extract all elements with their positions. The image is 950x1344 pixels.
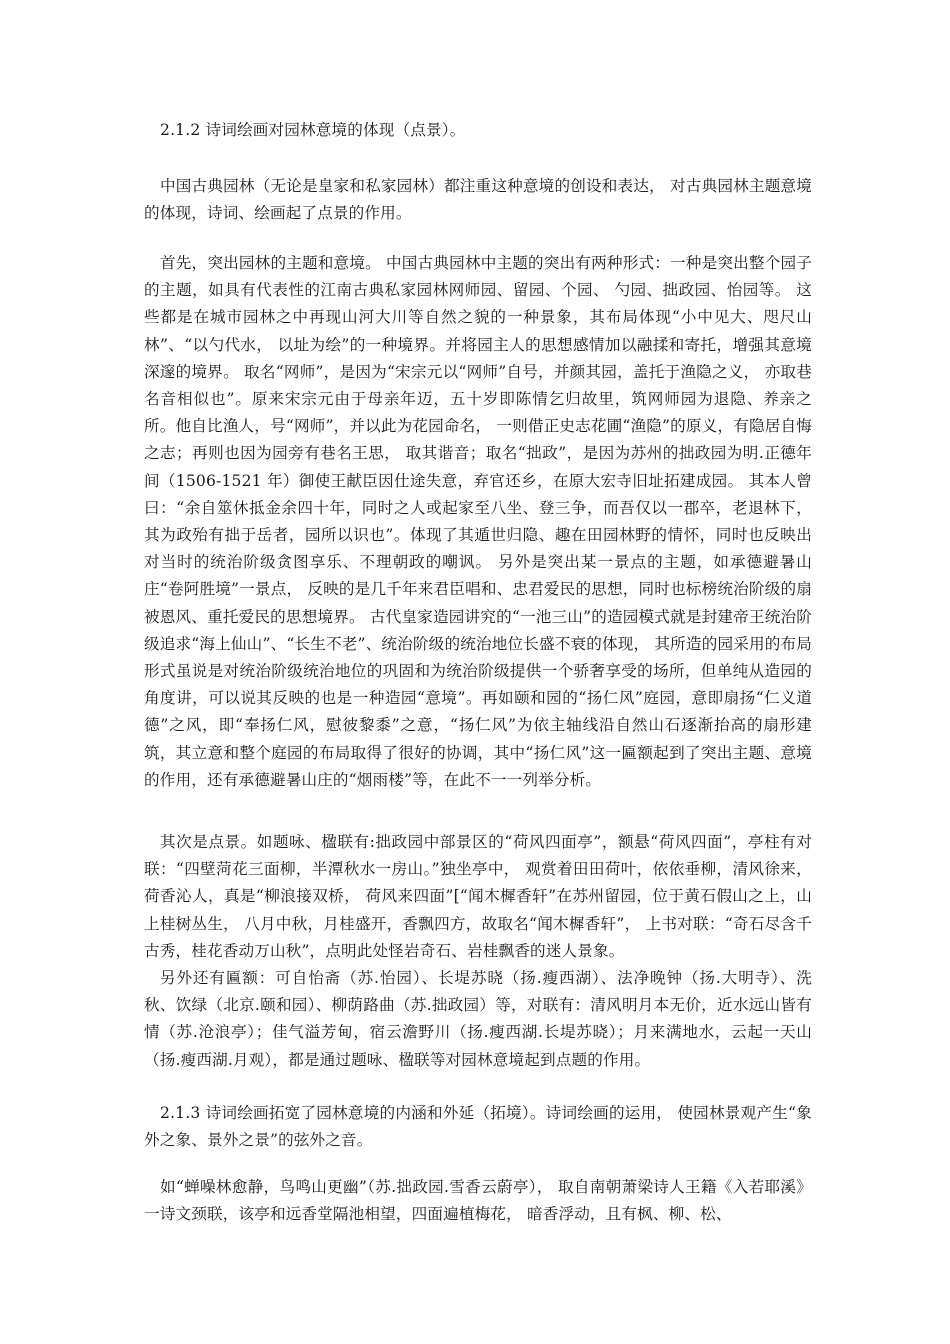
paragraph-text: 首先，突出园林的主题和意境。 中国古典园林中主题的突出有两种形式：一种是突出整个园子的主题，如具有代表性的江南古典私家园林网师园、留园、个园、 勺园、拙政园、怡园等。 这些都是在城市园林之中再现山河大川等自然之貌的一种景象，其布局体现“小中见大、咫尺山林”、“以勺代水， 以址为绘”的一种境界。并将园主人的思想感情加以融揉和寄托，增强其意境深邃的境界。 取名“网师”，是因为“宋宗元以“网师”自号，并颜其园，盖托于渔隐之义， 亦取巷名音相似也”。原来宋宗元由于母亲年迈，五十岁即陈情乞归故里，筑网师园为退隐、养亲之所。他自比渔人，号“网师”，并以此为花园命名， 一则借正史志花圃“渔隐”的原义，有隐居自悔之志；再则也因为园旁有巷名王思， 取其谐音；取名“拙政”，是因为苏州的拙政园为明.正德年间（1506-1521 年）御使王献臣因仕途失意，弃官还乡，在原大宏寺旧址拓建成园。 其本人曾曰：“余自筮休抵金余四十年，同时之人或起家至八坐、登三争，而吾仅以一郡卒，老退林下， 其为政殆有拙于岳者，园所以识也”。体现了其遁世归隐、趣在田园林野的情怀，同时也反映出对当时的统治阶级贪图享乐、不理朝政的嘲讽。 另外是突出某一景点的主题，如承德避暑山庄“卷阿胜境”一景点， 反映的是几千年来君臣唱和、忠君爱民的思想，同时也标榜统治阶级的扇被恩风、重托爱民的思想境界。 古代皇家造园讲究的“一池三山”的造园模式就是封建帝王统治阶级追求“海上仙山”、“长生不老”、统治阶级的统治地位长盛不衰的体现， 其所造的园采用的布局形式虽说是对统治阶级统治地位的巩固和为统治阶级提供一个骄奢享受的场所，但单纯从造园的角度讲，可以说其反映的也是一种造园“意境”。再如颐和园的“扬仁风”庭园，意即扇扬“仁义道德”之风，即“奉扬仁风，慰彼黎黍”之意，“扬仁风”为依主轴线沿自然山石逐渐抬高的扇形建筑，其立意和整个庭园的布局取得了很好的协调，其中“扬仁风”这一匾额起到了突出主题、意境的作用，还有承德避暑山庄的“烟雨楼”等，在此不一一列举分析。 bbox=[144, 254, 812, 789]
paragraph-text: 其次是点景。如题咏、楹联有:拙政园中部景区的“荷风四面亭”，额悬“荷风四面”，亭柱有对联：“四壁菏花三面柳，半潭秋水一房山。”独坐亭中， 观赏着田田荷叶，依依垂柳，清风徐来，荷香沁人，真是“柳浪接双桥， 荷风来四面”[“闻木樨香轩”在苏州留园，位于黄石假山之上，山上桂树丛生， 八月中秋，月桂盛开，香飘四方，故取名“闻木樨香轩”， 上书对联：“奇石尽含千古秀，桂花香动万山秋”，点明此处怪岩奇石、岩桂飘香的迷人景象。 bbox=[144, 833, 812, 960]
heading-text: 2.1.3 诗词绘画拓宽了园林意境的内涵和外延（拓境）。诗词绘画的运用， 使园林景观产生“象外之象、景外之景”的弦外之音。 bbox=[144, 1104, 812, 1150]
paragraph-dianjing bbox=[144, 829, 812, 1074]
paragraph-text: 中国古典园林（无论是皇家和私家园林）都注重这种意境的创设和表达， 对古典园林主题意境的体现，诗词、绘画起了点景的作用。 bbox=[144, 177, 812, 223]
section-heading-2-1-2 bbox=[144, 117, 812, 144]
paragraph-tuojing bbox=[144, 1174, 812, 1228]
paragraph-text: 另外还有匾额：可自怡斋（苏.怡园）、长堤苏晓（扬.瘦西湖）、法净晚钟（扬.大明寺）、洗秋、饮绿（北京.颐和园）、柳荫路曲（苏.拙政园）等，对联有：清风明月本无价，近水远山皆有情（苏.沧浪亭）；佳气溢芳甸，宿云澹野川（扬.瘦西湖.长堤苏晓）；月来满地水，云起一天山（扬.瘦西湖.月观），都是通过题咏、楹联等对园林意境起到点题的作用。 bbox=[144, 969, 812, 1069]
paragraph-theme bbox=[144, 250, 812, 794]
paragraph-intro bbox=[144, 173, 812, 227]
heading-text: 2.1.2 诗词绘画对园林意境的体现（点景）。 bbox=[160, 121, 466, 139]
section-heading-2-1-3 bbox=[144, 1100, 812, 1154]
paragraph-text: 如“蝉噪林愈静，鸟鸣山更幽”（苏.拙政园.雪香云蔚亭）， 取自南朝萧梁诗人王籍《入若耶溪》一诗文颈联，该亭和远香堂隔池相望，四面遍植梅花， 暗香浮动，且有枫、柳、松、 bbox=[144, 1178, 812, 1224]
